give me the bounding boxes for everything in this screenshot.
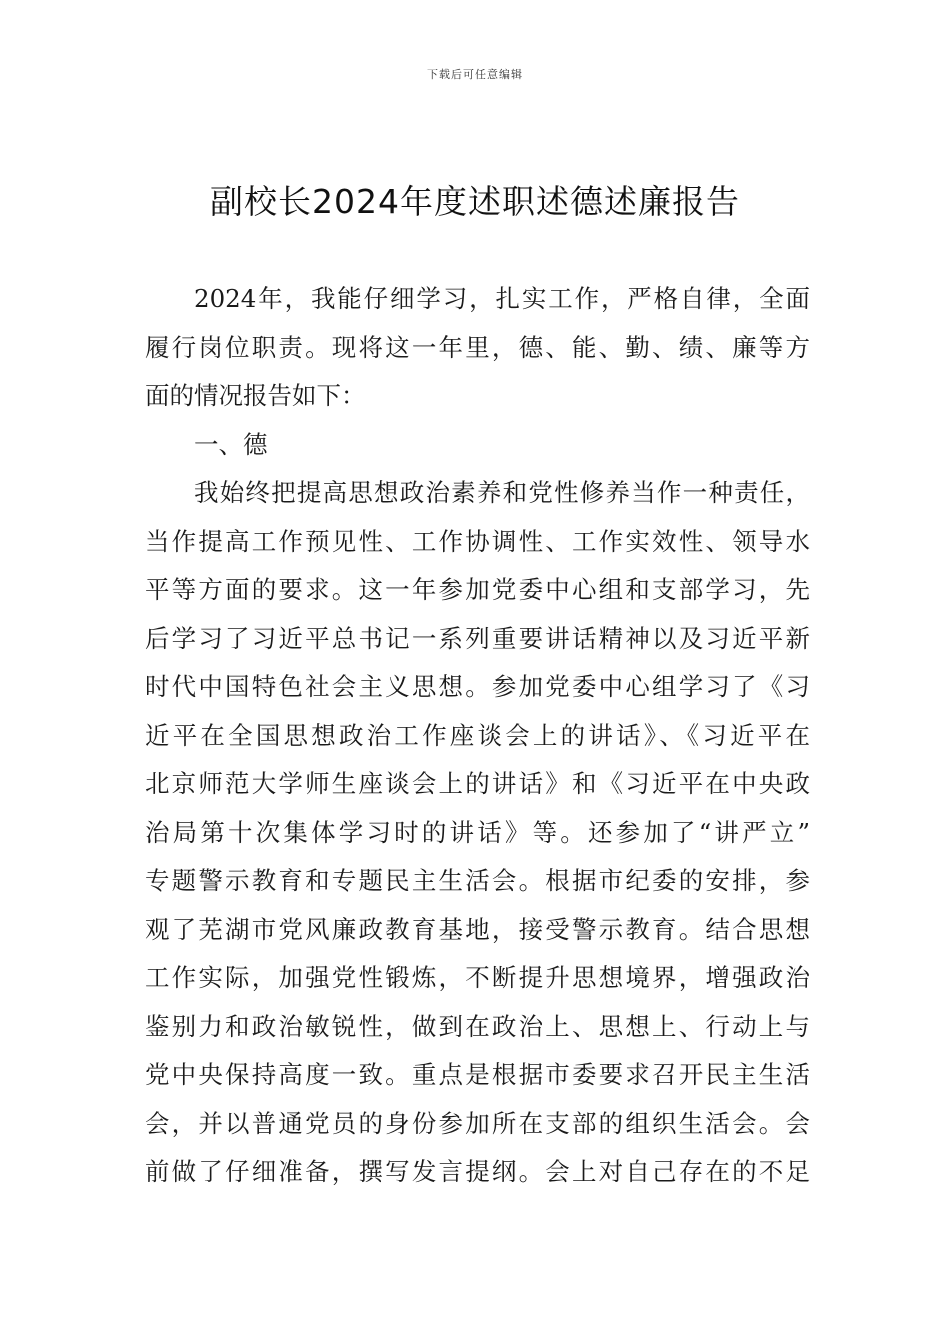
paragraph-line: 会，并以普通党员的身份参加所在支部的组织生活会。会 bbox=[145, 1108, 810, 1138]
paragraph-line: 履行岗位职责。现将这一年里，德、能、勤、绩、廉等方 bbox=[145, 332, 810, 362]
paragraph-line: 近平在全国思想政治工作座谈会上的讲话》、《习近平在 bbox=[145, 720, 810, 750]
paragraph-line: 专题警示教育和专题民主生活会。根据市纪委的安排，参 bbox=[145, 866, 810, 895]
document-body bbox=[145, 275, 810, 1197]
paragraph-line: 当作提高工作预见性、工作协调性、工作实效性、领导水 bbox=[145, 526, 810, 556]
paragraph-line: 北京师范大学师生座谈会上的讲话》和《习近平在中央政 bbox=[145, 769, 810, 798]
paragraph-line: 时代中国特色社会主义思想。参加党委中心组学习了《习 bbox=[145, 672, 810, 701]
paragraph-line: 我始终把提高思想政治素养和党性修养当作一种责任， bbox=[194, 478, 810, 507]
document-title: 副校长2024年度述职述德述廉报告 bbox=[210, 182, 740, 221]
paragraph-line: 2024年，我能仔细学习，扎实工作，严格自律，全面 bbox=[194, 284, 810, 313]
paragraph-line: 党中央保持高度一致。重点是根据市委要求召开民主生活 bbox=[145, 1060, 810, 1089]
section-heading: 一、德 bbox=[194, 429, 268, 459]
paragraph-line: 前做了仔细准备，撰写发言提纲。会上对自己存在的不足 bbox=[145, 1157, 810, 1186]
paragraph-line: 鉴别力和政治敏锐性，做到在政治上、思想上、行动上与 bbox=[145, 1011, 810, 1041]
paragraph-line: 平等方面的要求。这一年参加党委中心组和支部学习，先 bbox=[145, 575, 810, 604]
paragraph-line: 观了芜湖市党风廉政教育基地，接受警示教育。结合思想 bbox=[145, 914, 810, 944]
paragraph-line: 治局第十次集体学习时的讲话》等。还参加了“讲严立” bbox=[145, 817, 810, 847]
paragraph-line: 后学习了习近平总书记一系列重要讲话精神以及习近平新 bbox=[145, 623, 810, 653]
paragraph-line: 面的情况报告如下： bbox=[145, 381, 366, 410]
paragraph-line: 工作实际，加强党性锻炼，不断提升思想境界，增强政治 bbox=[145, 963, 810, 992]
header-note: 下载后可任意编辑 bbox=[427, 68, 523, 81]
